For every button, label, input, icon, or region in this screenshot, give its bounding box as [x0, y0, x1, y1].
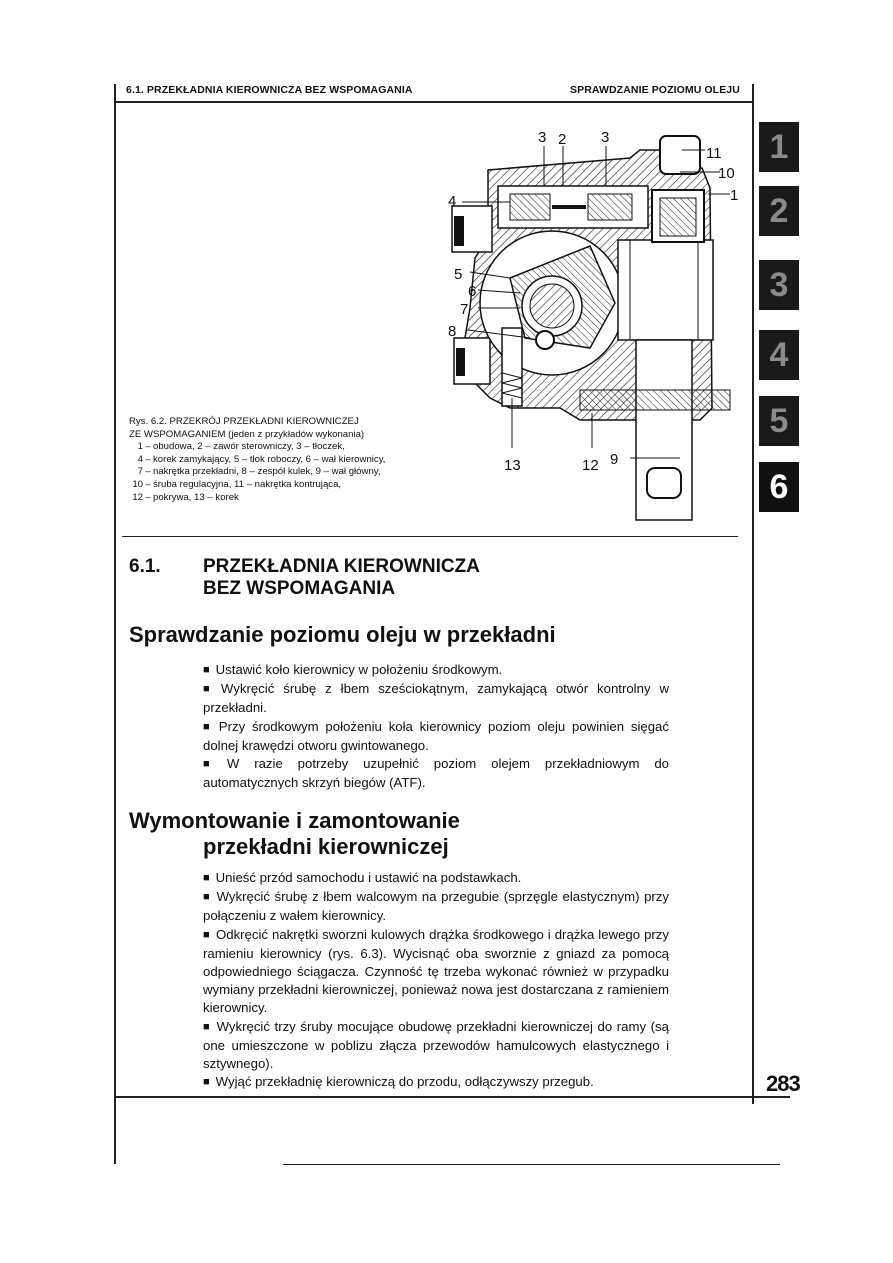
list-item: ■ Wyjąć przekładnię kierowniczą do przodu, odłączywszy przegub.: [203, 1074, 594, 1090]
section-title-removal-line2: przekładni kierowniczej: [203, 834, 449, 859]
section-title-removal: [129, 808, 460, 860]
side-tab-4[interactable]: 4: [759, 330, 799, 380]
caption-legend-row: 7 – nakrętka przekładni, 8 – zespół kulek, 9 – wał główny,: [137, 466, 381, 478]
caption-legend-row: 4 – korek zamykający, 5 – tłok roboczy, 6 – wał kierownicy,: [137, 453, 386, 465]
section-title-oil-check: Sprawdzanie poziomu oleju w przekładni: [129, 622, 556, 647]
bottom-rule: [283, 1164, 780, 1165]
callout-11: 11: [706, 145, 722, 162]
callout-1: 1: [730, 187, 739, 204]
figure-bottom-rule: [122, 536, 738, 537]
list-item: ■ W razie potrzeby uzupełnić poziom olejem przekładniowym do automatycznych skrzyń biegów (ATF).: [203, 756, 669, 791]
right-margin-rule: [752, 84, 754, 1104]
section-body-removal: [203, 869, 669, 1092]
footer-rule: [114, 1096, 790, 1098]
list-item: ■ Wykręcić śrubę z łbem sześciokątnym, zamykającą otwór kontrolny w przekładni.: [203, 681, 669, 716]
caption-title: Rys. 6.2. PRZEKRÓJ PRZEKŁADNI KIEROWNICZEJ: [129, 416, 359, 427]
callout-12: 12: [582, 457, 599, 474]
side-tab-5[interactable]: 5: [759, 396, 799, 446]
chapter-number: 6.1.: [129, 556, 161, 577]
steering-gear-cross-section-figure: [440, 128, 750, 523]
adjusting-screw: [660, 136, 700, 174]
callout-8: 8: [448, 323, 457, 340]
running-head-right: SPRAWDZANIE POZIOMU OLEJU: [570, 84, 740, 96]
callout-9: 9: [610, 451, 619, 468]
running-head-left: 6.1. PRZEKŁADNIA KIEROWNICZA BEZ WSPOMAGANIA: [126, 84, 413, 96]
caption-legend-row: 12 – pokrywa, 13 – korek: [132, 491, 239, 503]
header-rule: [114, 101, 753, 103]
list-item: ■ Wykręcić trzy śruby mocujące obudowę przekładni kierowniczej do ramy (są one umieszczone w poblizu złącza przewodów hamulcowych elastycznego i sztywnego).: [203, 1018, 669, 1072]
plug: [502, 328, 522, 406]
list-item: ■ Odkręcić nakrętki sworzni kulowych drążka środkowego i drążka lewego przy ramieniu kierownicy (rys. 6.3). Wycisnąć oba sworznie z gniazd za pomocą odpowiedniego ściągacza. Czynność tę trzeba wykonać również w przypadku wymiany przekładni kierowniczej, ponieważ nowa jest dostarczana z ramieniem kierownicy.: [203, 926, 669, 1016]
figure-caption: [129, 416, 429, 504]
left-margin-rule: [114, 84, 116, 1164]
side-tab-3[interactable]: 3: [759, 260, 799, 310]
caption-legend-row: 10 – śruba regulacyjna, 11 – nakrętka kontrująca,: [132, 478, 342, 490]
side-tab-6[interactable]: 6: [759, 462, 799, 512]
callout-3a: 3: [538, 129, 547, 146]
list-item: ■ Wykręcić śrubę z łbem walcowym na przegubie (sprzęgle elastycznym) przy połączeniu z wałem kierownicy.: [203, 889, 669, 924]
callout-6: 6: [468, 283, 477, 300]
chapter-title-line1: PRZEKŁADNIA KIEROWNICZA: [203, 556, 480, 577]
chapter-title: [203, 556, 480, 600]
shaft-end: [647, 468, 681, 498]
callout-13: 13: [504, 457, 521, 474]
section-body-oil-check: [203, 661, 669, 792]
callout-5: 5: [454, 266, 463, 283]
caption-legend-row: 1 – obudowa, 2 – zawór sterowniczy, 3 – tłoczek,: [137, 441, 345, 453]
callout-4: 4: [448, 193, 457, 210]
page-number: 283: [766, 1071, 800, 1096]
list-item: ■ Ustawić koło kierownicy w położeniu środkowym.: [203, 662, 503, 677]
side-tab-2[interactable]: 2: [759, 186, 799, 236]
caption-subtitle: ZE WSPOMAGANIEM (jeden z przykładów wykonania): [129, 428, 365, 440]
main-shaft: [618, 240, 713, 340]
chapter-title-line2: BEZ WSPOMAGANIA: [203, 578, 396, 599]
section-title-removal-line1: Wymontowanie i zamontowanie: [129, 808, 460, 833]
list-item: ■ Przy środkowym położeniu koła kierownicy poziom oleju powinien sięgać dolnej krawędzi otworu gwintowanego.: [203, 718, 669, 753]
callout-10: 10: [718, 165, 735, 182]
callout-7: 7: [460, 301, 469, 318]
list-item: ■ Unieść przód samochodu i ustawić na podstawkach.: [203, 870, 522, 885]
side-tab-1[interactable]: 1: [759, 122, 799, 172]
callout-2: 2: [558, 131, 567, 148]
callout-3b: 3: [601, 129, 610, 146]
